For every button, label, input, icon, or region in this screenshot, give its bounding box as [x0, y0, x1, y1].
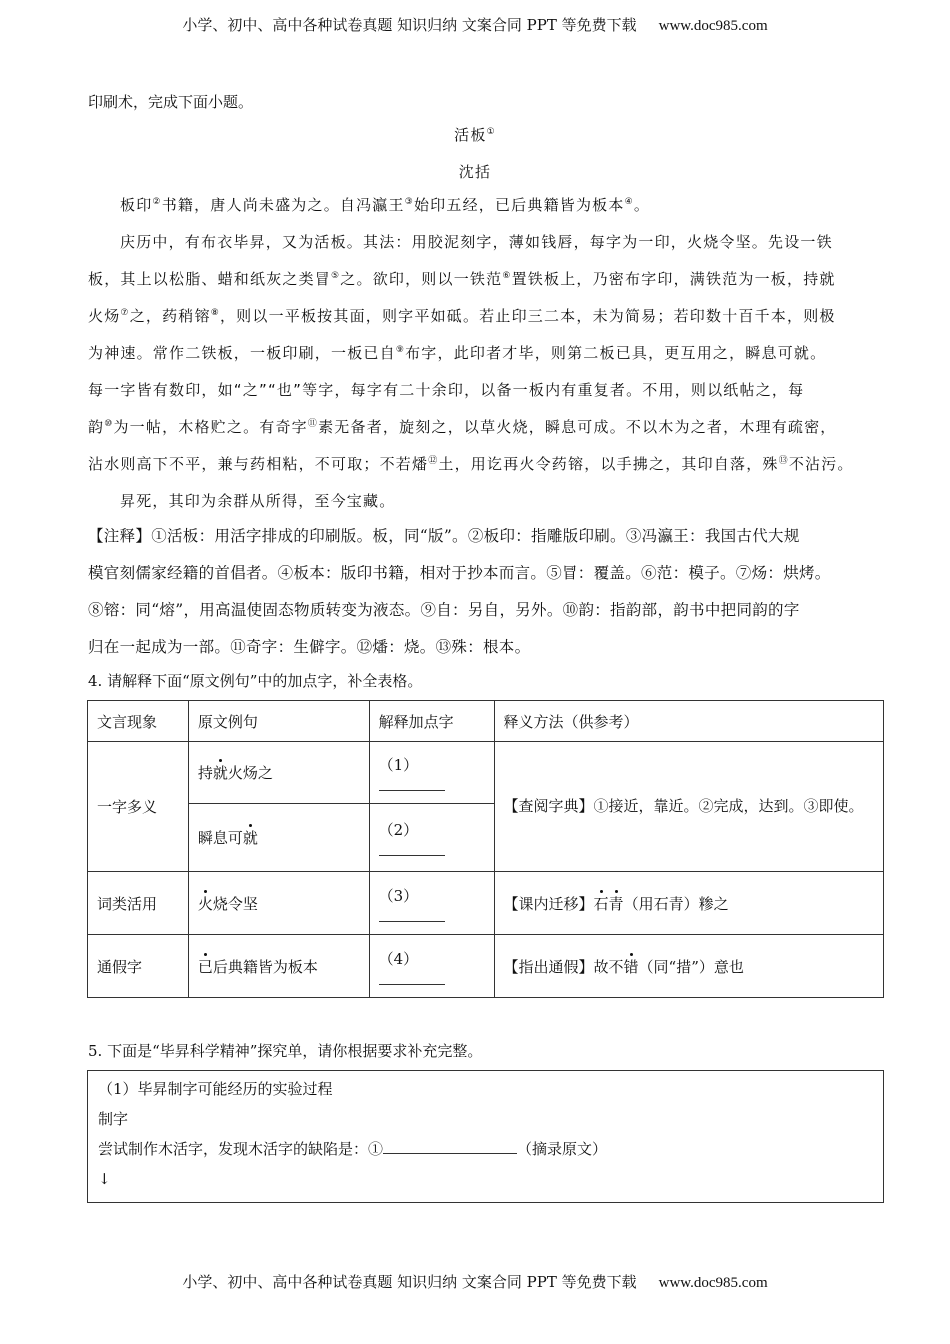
title-note-marker: ① — [486, 127, 496, 137]
dotted-char: 青 — [608, 894, 624, 913]
notes-line-4: 归在一起成为一部。⑪奇字：生僻字。⑫燔：烧。⑬殊：根本。 — [88, 638, 531, 656]
text: 板，其上以松脂、蜡和纸灰之类冒 — [88, 270, 332, 288]
header-cell: 解释加点字 — [369, 701, 494, 742]
phenomenon-cell: 通假字 — [88, 935, 189, 998]
passage-author: 沈括 — [458, 163, 492, 181]
q5-prompt: 5. 下面是“毕昇科学精神”探究单，请你根据要求补充完整。 — [88, 1042, 483, 1060]
note-marker: ⑧ — [210, 308, 220, 318]
text: 【指出通假】故不 — [503, 957, 624, 976]
passage-title — [0, 124, 950, 145]
dotted-char: 就 — [212, 764, 228, 782]
passage-line-8 — [88, 453, 854, 474]
text: 瞬息可 — [197, 829, 243, 847]
note-marker: ③ — [404, 197, 414, 207]
q5-step-text — [98, 1137, 873, 1167]
text: 火炀 — [88, 307, 121, 325]
note-marker: ⑪ — [307, 419, 319, 429]
text: 之，药稍镕 — [129, 307, 211, 325]
text: 。 — [633, 196, 651, 214]
sentence-cell — [188, 804, 369, 872]
note-marker: ⑫ — [428, 456, 439, 466]
sentence-cell — [188, 872, 369, 935]
passage-paragraph-1 — [120, 194, 650, 215]
answer-blank[interactable] — [379, 908, 445, 922]
text: 持 — [197, 764, 213, 782]
text: 韵 — [88, 418, 105, 436]
passage-paragraph-2 — [120, 231, 833, 252]
footer-text: 小学、初中、高中各种试卷真题 知识归纳 文案合同 PPT 等免费下载 — [182, 1273, 637, 1291]
text: 沾水则高下不平，兼与药相粘，不可取；不若燔 — [88, 455, 429, 473]
text: ，则以一平板按其面，则字平如砥。若止印三二本，未为简易；若印数十百千本，则极 — [219, 307, 836, 325]
dotted-char: 错 — [623, 957, 639, 976]
text: 布字，此印者才毕，则第二板已具，更互用之，瞬息可就。 — [405, 344, 827, 362]
q4-table — [87, 700, 884, 998]
text: 土，用讫再火令药镕，以手拂之，其印自落，殊 — [438, 455, 779, 473]
text: 置铁板上，乃密布字印，满铁范为一板，持就 — [511, 270, 836, 288]
text: （同“措”）意也 — [638, 957, 744, 976]
text: （摘录原文） — [517, 1140, 608, 1158]
text: 庆历中，有布衣毕昇，又为活板。其法：用胶泥刻字，薄如钱唇，每字为一印，火烧令坚。先设一铁 — [120, 233, 833, 251]
note-marker: ⑩ — [104, 419, 114, 429]
phenomenon-cell: 词类活用 — [88, 872, 189, 935]
down-arrow-icon: ↓ — [98, 1170, 111, 1188]
header-url[interactable]: www.doc985.com — [658, 18, 768, 34]
table-header-row — [88, 701, 884, 742]
blank-label: （3） — [378, 886, 419, 905]
passage-line-7 — [88, 416, 837, 437]
phenomenon-cell: 一字多义 — [88, 742, 189, 872]
header-cell: 文言现象 — [88, 701, 189, 742]
dotted-char: 就 — [242, 829, 258, 847]
text: 为神速。常作二铁板，一板印刷，一板已自 — [88, 344, 396, 362]
intro-text: 印刷术，完成下面小题。 — [88, 93, 254, 111]
sentence-cell — [188, 742, 369, 804]
answer-blank[interactable] — [379, 777, 445, 791]
text: 尝试制作木活字，发现木活字的缺陷是：① — [98, 1140, 384, 1158]
header-text: 小学、初中、高中各种试卷真题 知识归纳 文案合同 PPT 等免费下载 — [182, 16, 637, 34]
text: 烧令坚 — [212, 894, 258, 913]
header-cell: 原文例句 — [188, 701, 369, 742]
text: 不沾污。 — [788, 455, 854, 473]
note-marker: ⑨ — [395, 345, 406, 355]
passage-line-4 — [88, 305, 836, 326]
q4-prompt: 4. 请解释下面“原文例句”中的加点字，补全表格。 — [88, 672, 423, 690]
passage-line-6 — [88, 379, 804, 400]
q5-worksheet-box — [87, 1070, 884, 1203]
method-cell: 【查阅字典】①接近，靠近。②完成，达到。③即使。 — [494, 742, 883, 872]
table-row — [88, 742, 884, 804]
text: 素无备者，旋刻之，以草火烧，瞬息可成。不以木为之者，木理有疏密， — [318, 418, 837, 436]
text: 书籍，唐人尚未盛为之。自冯瀛王 — [161, 196, 405, 214]
footer-url[interactable]: www.doc985.com — [658, 1275, 768, 1291]
blank-label: （4） — [378, 949, 419, 968]
text: 昇死，其印为余群从所得，至今宝藏。 — [120, 492, 396, 510]
note-marker: ⑦ — [120, 308, 130, 318]
passage-line-3 — [88, 268, 836, 289]
text: 每一字皆有数印，如“之”“也”等字，每字有二十余印，以备一板内有重复者。不用，则以纸帖之，每 — [88, 381, 805, 399]
answer-blank[interactable] — [383, 1139, 517, 1154]
dotted-char: 火 — [197, 894, 213, 913]
text: 板印 — [120, 196, 153, 214]
notes-line-2: 模官刻儒家经籍的首倡者。④板本：版印书籍，相对于抄本而言。⑤冒：覆盖。⑥范：模子。⑦炀：烘烤。 — [88, 564, 831, 582]
dotted-char: 已 — [197, 957, 213, 976]
note-marker: ⑥ — [502, 271, 512, 281]
answer-cell[interactable] — [369, 872, 494, 935]
table-row — [88, 872, 884, 935]
answer-cell[interactable] — [369, 804, 494, 872]
text: 【课内迁移】 — [503, 894, 594, 913]
blank-label: （2） — [378, 821, 419, 839]
blank-label: （1） — [378, 756, 419, 774]
answer-cell[interactable] — [369, 742, 494, 804]
passage-line-5 — [88, 342, 826, 363]
q5-section-title: （1）毕昇制字可能经历的实验过程 — [98, 1080, 333, 1098]
text: 之。欲印，则以一铁范 — [340, 270, 503, 288]
dotted-char: 石 — [593, 894, 609, 913]
text: 后典籍皆为板本 — [212, 957, 318, 976]
notes-line-1: 【注释】①活板：用活字排成的印刷版。板，同“版”。②板印：指雕版印刷。③冯瀛王：我国古代大规 — [88, 527, 800, 545]
text: （用石青）糁之 — [623, 894, 729, 913]
note-marker: ⑬ — [778, 456, 789, 466]
note-marker: ⑤ — [331, 271, 341, 281]
title-text: 活板 — [454, 126, 487, 144]
note-marker: ② — [152, 197, 162, 207]
text: 为一帖，木格贮之。有奇字 — [113, 418, 308, 436]
page-header — [0, 14, 950, 35]
notes-line-3: ⑧镕：同“熔”，用高温使固态物质转变为液态。⑨自：另自，另外。⑩韵：指韵部，韵书中把同韵的字 — [88, 601, 800, 619]
answer-blank[interactable] — [379, 971, 445, 985]
passage-paragraph-3 — [120, 490, 395, 511]
q5-step-label: 制字 — [98, 1110, 129, 1128]
method-cell — [494, 935, 883, 998]
answer-cell[interactable] — [369, 935, 494, 998]
note-marker: ④ — [624, 197, 634, 207]
header-cell: 释义方法（供参考） — [494, 701, 883, 742]
sentence-cell — [188, 935, 369, 998]
answer-blank[interactable] — [379, 842, 445, 856]
text: 火炀之 — [227, 764, 273, 782]
table-row — [88, 935, 884, 998]
page-footer — [0, 1271, 950, 1292]
text: 始印五经，已后典籍皆为板本 — [413, 196, 625, 214]
method-cell — [494, 872, 883, 935]
